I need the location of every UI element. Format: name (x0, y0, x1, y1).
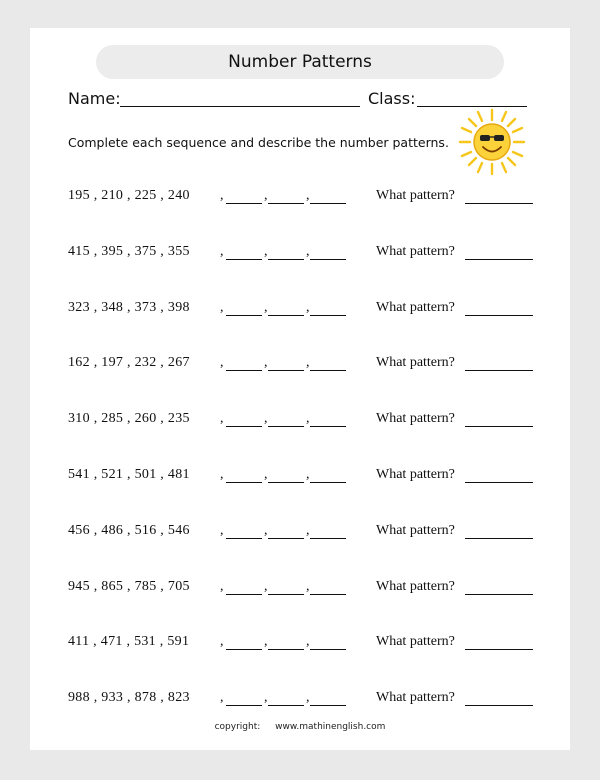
sequence-blank[interactable] (310, 690, 346, 706)
sequence-blank[interactable] (226, 523, 262, 539)
pattern-question: What pattern? (376, 355, 455, 371)
sequence-blank[interactable] (268, 244, 304, 260)
sequence-comma: , (264, 467, 268, 482)
sequence-comma: , (220, 634, 224, 650)
pattern-answer-field[interactable] (465, 188, 533, 204)
sequence-blank[interactable] (226, 579, 262, 595)
footer-site: www.mathinenglish.com (275, 722, 386, 732)
sequence-comma: , (264, 411, 268, 427)
sequence-blank[interactable] (226, 690, 262, 706)
sequence-blank[interactable] (226, 411, 262, 427)
pattern-answer-field[interactable] (465, 690, 533, 706)
sequence-comma: , (264, 299, 268, 315)
pattern-question: What pattern? (376, 522, 455, 538)
sequence-comma: , (306, 411, 310, 427)
sequence-blank[interactable] (226, 467, 262, 483)
copyright-label: copyright: (214, 722, 261, 732)
pattern-question: What pattern? (376, 411, 455, 427)
sequence-numbers: 945 , 865 , 785 , 705 (68, 578, 190, 594)
pattern-answer-field[interactable] (465, 411, 533, 427)
pattern-question: What pattern? (376, 467, 455, 482)
pattern-question: What pattern? (376, 578, 455, 594)
pattern-answer-field[interactable] (465, 244, 533, 260)
class-field[interactable] (417, 106, 527, 107)
sequence-numbers: 310 , 285 , 260 , 235 (68, 411, 190, 427)
name-field[interactable] (120, 106, 360, 107)
sequence-numbers: 162 , 197 , 232 , 267 (68, 355, 190, 371)
pattern-answer-field[interactable] (465, 579, 533, 595)
sequence-blank[interactable] (268, 188, 304, 204)
sequence-blank[interactable] (310, 355, 346, 371)
sequence-comma: , (220, 578, 224, 594)
sequence-blank[interactable] (226, 355, 262, 371)
sequence-comma: , (306, 578, 310, 594)
pattern-answer-field[interactable] (465, 467, 533, 483)
sequence-comma: , (220, 355, 224, 371)
sequence-comma: , (220, 690, 224, 706)
pattern-question: What pattern? (376, 299, 455, 315)
sequence-comma: , (306, 467, 310, 482)
sequence-comma: , (220, 299, 224, 315)
sequence-blank[interactable] (268, 411, 304, 427)
sequence-comma: , (306, 243, 310, 259)
sequence-blank[interactable] (310, 634, 346, 650)
sequence-comma: , (306, 355, 310, 371)
sequence-blank[interactable] (310, 467, 346, 483)
sequence-comma: , (264, 522, 268, 538)
pattern-answer-field[interactable] (465, 634, 533, 650)
sequence-comma: , (220, 467, 224, 482)
sequence-numbers: 988 , 933 , 878 , 823 (68, 690, 190, 706)
sequence-blank[interactable] (268, 634, 304, 650)
sequence-blank[interactable] (226, 244, 262, 260)
sun-with-sunglasses-icon (458, 108, 526, 176)
sequence-comma: , (306, 299, 310, 315)
sequence-comma: , (264, 578, 268, 594)
sequence-blank[interactable] (268, 355, 304, 371)
name-label: Name: (68, 89, 121, 108)
sequence-comma: , (306, 522, 310, 538)
instructions: Complete each sequence and describe the number patterns. (68, 135, 449, 150)
pattern-answer-field[interactable] (465, 523, 533, 539)
sequence-numbers: 323 , 348 , 373 , 398 (68, 299, 190, 315)
sequence-blank[interactable] (310, 188, 346, 204)
pattern-question: What pattern? (376, 634, 455, 650)
sequence-blank[interactable] (268, 579, 304, 595)
class-label: Class: (368, 89, 416, 108)
sequence-blank[interactable] (268, 467, 304, 483)
sequence-comma: , (220, 522, 224, 538)
sequence-blank[interactable] (268, 690, 304, 706)
pattern-question: What pattern? (376, 690, 455, 706)
sequence-comma: , (264, 243, 268, 259)
sequence-blank[interactable] (310, 411, 346, 427)
sequence-blank[interactable] (226, 188, 262, 204)
sequence-blank[interactable] (310, 523, 346, 539)
sequence-blank[interactable] (310, 244, 346, 260)
footer (30, 722, 570, 732)
sequence-comma: , (264, 634, 268, 650)
sequence-blank[interactable] (310, 300, 346, 316)
sequence-comma: , (264, 188, 268, 203)
pattern-question: What pattern? (376, 243, 455, 259)
sequence-comma: , (306, 188, 310, 203)
sequence-numbers: 195 , 210 , 225 , 240 (68, 188, 190, 203)
sequence-blank[interactable] (268, 523, 304, 539)
sequence-numbers: 411 , 471 , 531 , 591 (68, 634, 190, 650)
pattern-answer-field[interactable] (465, 300, 533, 316)
sequence-comma: , (220, 243, 224, 259)
sequence-comma: , (220, 188, 224, 203)
sequence-numbers: 415 , 395 , 375 , 355 (68, 243, 190, 259)
pattern-answer-field[interactable] (465, 355, 533, 371)
sequence-comma: , (264, 355, 268, 371)
pattern-question: What pattern? (376, 188, 455, 203)
sequence-blank[interactable] (226, 634, 262, 650)
sequence-comma: , (264, 690, 268, 706)
sequence-numbers: 541 , 521 , 501 , 481 (68, 467, 190, 482)
sequence-comma: , (306, 690, 310, 706)
sequence-comma: , (220, 411, 224, 427)
sequence-blank[interactable] (226, 300, 262, 316)
sequence-blank[interactable] (310, 579, 346, 595)
sequence-blank[interactable] (268, 300, 304, 316)
sequence-comma: , (306, 634, 310, 650)
worksheet-page (30, 28, 570, 750)
worksheet-title: Number Patterns (96, 45, 504, 79)
sequence-numbers: 456 , 486 , 516 , 546 (68, 522, 190, 538)
